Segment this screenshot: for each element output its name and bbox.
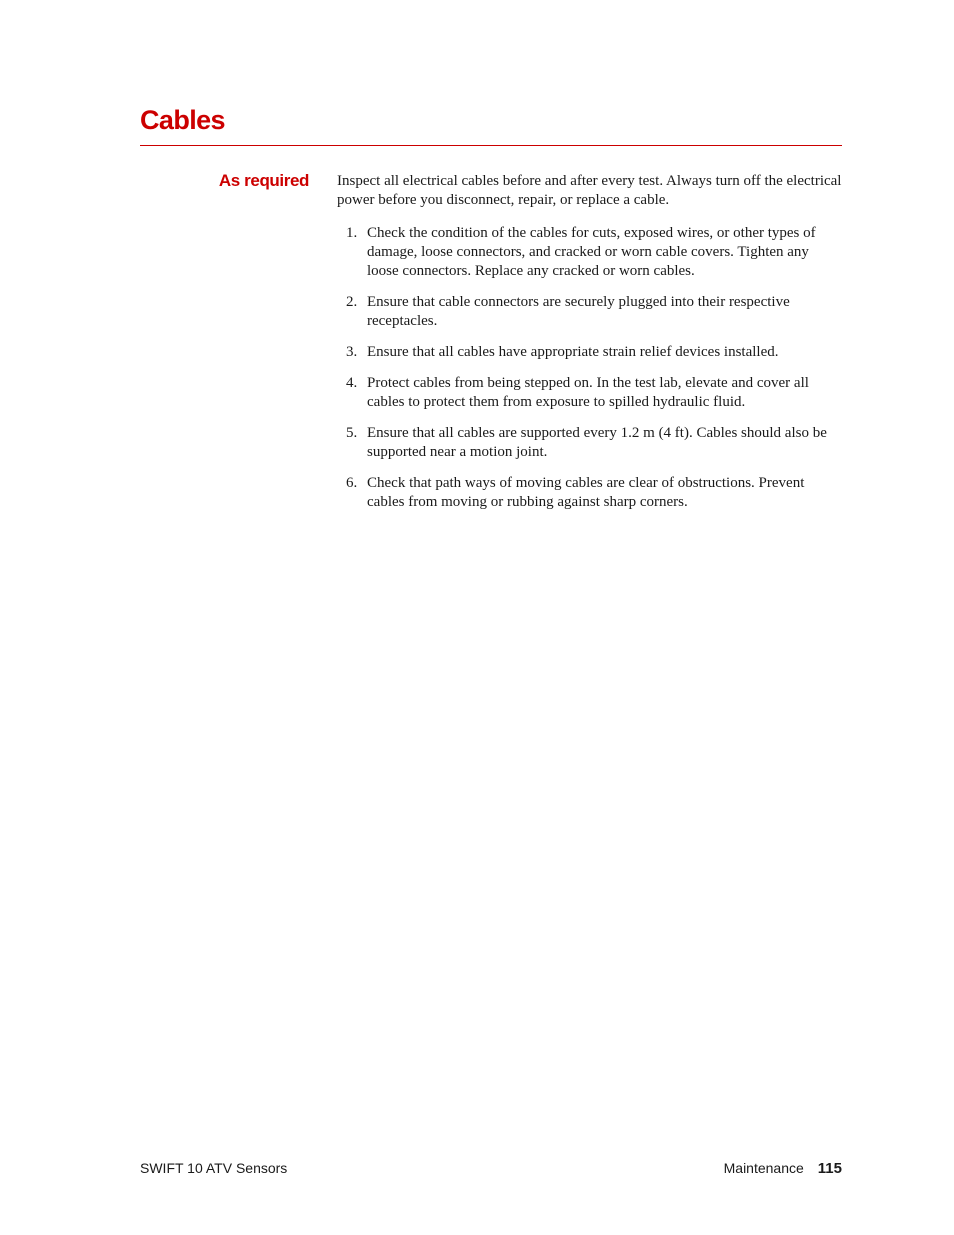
step-text: Ensure that all cables are supported every 1.2 m (4 ft). Cables should also be supported near a motion joint.: [367, 425, 827, 460]
list-item: [337, 474, 842, 512]
step-number: 3.: [346, 344, 358, 360]
step-number: 2.: [346, 294, 358, 310]
step-text: Protect cables from being stepped on. In the test lab, elevate and cover all cables to protect them from exposure to spilled hydraulic fluid.: [367, 375, 809, 410]
list-item: [337, 293, 842, 331]
step-number: 4.: [346, 375, 358, 391]
list-item: [337, 424, 842, 462]
side-heading: As required: [218, 171, 309, 190]
step-number: 1.: [346, 225, 358, 241]
footer-doc-title: SWIFT 10 ATV Sensors: [140, 1160, 288, 1176]
body-column: [337, 172, 842, 524]
intro-paragraph: Inspect all electrical cables before and after every test. Always turn off the electrical power before you disconnect, repair, or replace a cable.: [337, 173, 842, 208]
list-item: [337, 343, 842, 362]
footer-right: [724, 1159, 842, 1178]
step-text: Check that path ways of moving cables are clear of obstructions. Prevent cables from moving or rubbing against sharp corners.: [367, 475, 805, 510]
title-divider: [140, 145, 842, 146]
list-item: [337, 224, 842, 281]
step-number: 5.: [346, 425, 358, 441]
step-text: Ensure that all cables have appropriate strain relief devices installed.: [367, 344, 779, 360]
page-title: Cables: [140, 105, 225, 135]
step-text: Check the condition of the cables for cuts, exposed wires, or other types of damage, loose connectors, and cracked or worn cable covers. Tighten any loose connectors. Replace any cracked or worn cables.: [367, 225, 816, 279]
step-number: 6.: [346, 475, 358, 491]
list-item: [337, 374, 842, 412]
footer-section-name: Maintenance: [723, 1160, 804, 1176]
step-text: Ensure that cable connectors are securely plugged into their respective receptacles.: [367, 294, 790, 329]
page-number: 115: [817, 1160, 842, 1177]
steps-list: [337, 224, 842, 512]
